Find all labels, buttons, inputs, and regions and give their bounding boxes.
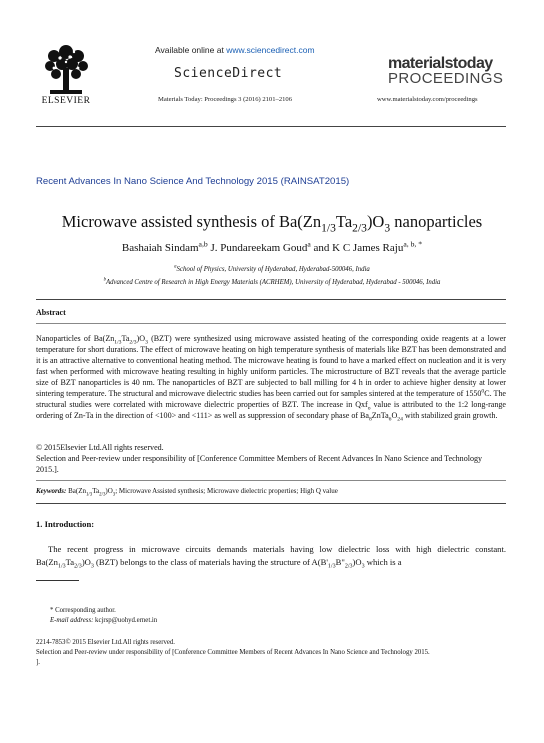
bottom-selection-close: ]. bbox=[36, 659, 40, 666]
affiliation-a: $^a$School of Physics, University of Hyderabad, Hyderabad-500046, India bbox=[174, 264, 370, 273]
availability-line: Available online at www.sciencedirect.com bbox=[155, 45, 315, 55]
author-name: and K C James Raju bbox=[310, 242, 404, 254]
author-name: Bashaiah Sindam bbox=[121, 242, 199, 254]
keywords-bottom-rule bbox=[36, 503, 506, 504]
conference-name: Recent Advances In Nano Science And Technology 2015 (RAINSAT2015) bbox=[36, 176, 350, 187]
email-line: E-mail address: kcjrsp@uohyd.ernet.in bbox=[50, 617, 158, 624]
journal-citation: Materials Today: Proceedings 3 (2016) 2101–2106 bbox=[158, 96, 293, 103]
sciencedirect-link[interactable]: www.sciencedirect.com bbox=[226, 45, 315, 55]
abstract-heading: Abstract bbox=[36, 308, 66, 317]
bottom-selection-note: Selection and Peer-review under responsibility of [Conference Committee Members of Recent Advances In Nano Science and Technology 2015. bbox=[36, 649, 430, 656]
elsevier-wordmark: ELSEVIER bbox=[41, 96, 91, 106]
intro-heading: 1. Introduction: bbox=[36, 519, 95, 529]
mt-logo-line1: materialstoday bbox=[388, 55, 493, 72]
paper-title: Microwave assisted synthesis of $Ba(Zn_{1/3}Ta_{2/3})O_3$ nanoparticles bbox=[61, 212, 483, 235]
journal-url[interactable]: www.materialstoday.com/proceedings bbox=[377, 96, 478, 103]
elsevier-tree-logo bbox=[40, 44, 92, 96]
keywords: Keywords: $Ba(Zn_{1/3}Ta_{2/3})O_3$; Microwave Assisted synthesis; Microwave dielectric properties; High Q value bbox=[36, 487, 338, 498]
abstract-heading-rule bbox=[36, 323, 506, 324]
abstract-selection-note: Selection and Peer-review under responsibility of [Conference Committee Members of Recent Advances In Nano Science and Technology 2015.]. bbox=[36, 454, 483, 475]
footnote-rule bbox=[36, 580, 79, 581]
issn-copyright: 2214-7853© 2015 Elsevier Ltd.All rights reserved. bbox=[36, 639, 175, 646]
corresponding-author-note: * Corresponding author. bbox=[50, 607, 116, 614]
materials-today-logo bbox=[388, 56, 503, 86]
abstract-top-rule bbox=[36, 299, 506, 300]
sciencedirect-brand: ScienceDirect bbox=[174, 66, 283, 81]
affiliation-b: $^b$Advanced Centre of Research in High Energy Materials (ACRHEM), University of Hyderabad, Hyderabad - 500046, India bbox=[103, 277, 441, 286]
keywords-rule bbox=[36, 480, 506, 481]
intro-body: The recent progress in microwave circuits demands materials having low dielectric loss with high dielectric constant. $Ba(Zn_{1/3}Ta_{2/3})O_3$ (BZT) belongs to the class of materials having the structure of $A(B'_{1/3}B"_{2/3})O_3$ which is a bbox=[36, 544, 506, 570]
abstract-body: Nanoparticles of $Ba(Zn_{1/3}Ta_{2/3})O_3$ (BZT) were synthesized using microwave assisted heating of the corresponding oxide reagents at a lower temperature for short durations. The effect of microwave heating on high temperature synthesis of materials like BZT has been demonstrated and it is an attractive alternative to conventional heating method. The microwave heating is found to have a marked effect on nucleation and it is very fast when performed with microwave heating resulting in highly uniform particles. The microstructure of BZT reveals that the average particle size of BZT nanoparticles is 40 nm. The nanoparticles of BZT are subjected to ball milling for 4 h in order to achieve higher density at lower sintering temperature. The structural and microwave dielectric studies has been carried out for samples sintered at the temperature of 1550$^0$C. The structural studies were correlated with microwave dielectric properties of BZT. The increase in Qxf$_o$ value is attributed to the 1:2 long-range ordering of Zn-Ta in the direction of <100> and <111> as well as suppression of secondary phase of $Ba_8ZnTa_6O_{24}$ with stabilized grain growth. bbox=[36, 334, 506, 423]
email-address[interactable]: kcjrsp@uohyd.ernet.in bbox=[93, 617, 158, 624]
abstract-copyright: © 2015Elsevier Ltd.All rights reserved. bbox=[36, 443, 164, 452]
header-rule bbox=[36, 126, 506, 127]
author-list: Bashaiah Sindam$^{a,b}$ J. Pundareekam Goud$^a$ and K C James Raju$^{a, b, *}$ bbox=[121, 239, 423, 254]
mt-logo-line2: PROCEEDINGS bbox=[388, 70, 504, 87]
author-name: J. Pundareekam Goud bbox=[207, 242, 308, 254]
